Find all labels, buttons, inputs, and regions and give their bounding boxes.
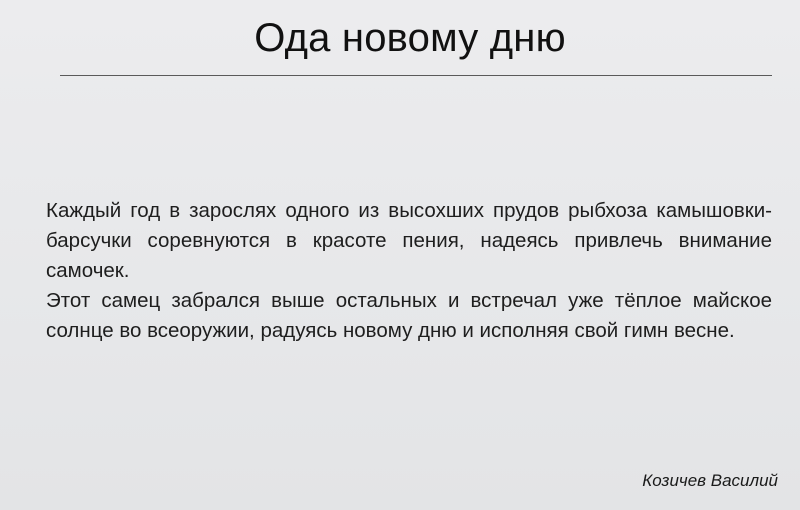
- plaque-description: [46, 196, 772, 346]
- description-paragraph-1: Каждый год в зарослях одного из высохших прудов рыбхоза камышовки-барсучки соревнуются в красоте пения, надеясь привлечь внимание самочек.: [46, 199, 772, 282]
- author-name: Козичев Василий: [642, 471, 778, 490]
- title-divider: [60, 75, 772, 76]
- plaque-title: Ода новому дню: [254, 16, 566, 60]
- description-paragraph-2: Этот самец забрался выше остальных и встречал уже тёплое майское солнце во всеоружии, радуясь новому дню и исполняя свой гимн весне.: [46, 289, 772, 342]
